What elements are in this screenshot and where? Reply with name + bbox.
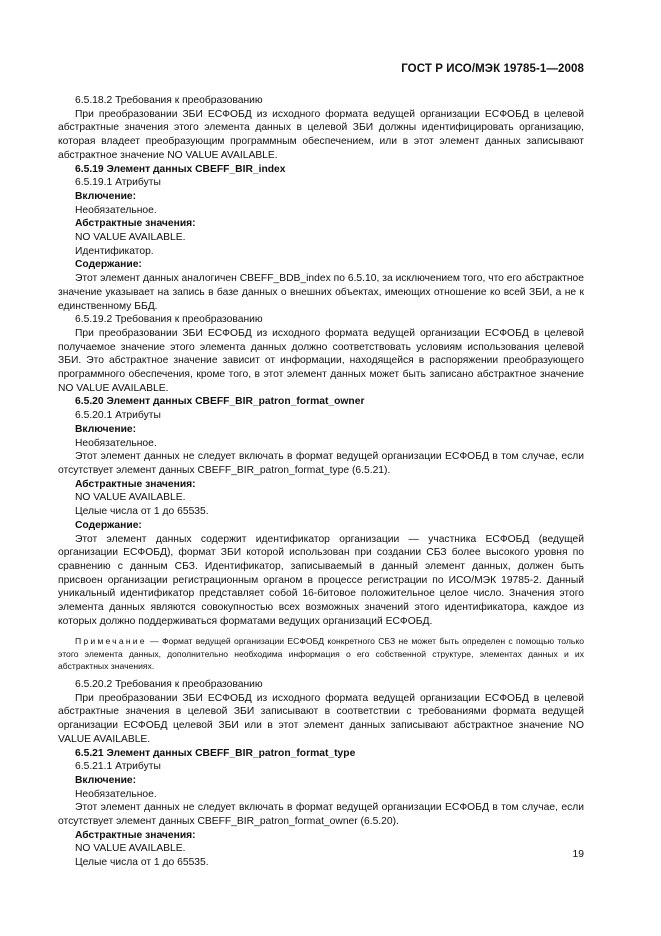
field-value: Необязательное. (75, 204, 157, 216)
document-header: ГОСТ Р ИСО/МЭК 19785-1—2008 (401, 63, 584, 75)
section-title: 6.5.19 Элемент данных CBEFF_BIR_index (75, 163, 286, 175)
section-title: 6.5.20 Элемент данных CBEFF_BIR_patron_format_owner (75, 396, 365, 408)
field-label: Абстрактные значения: (75, 829, 196, 841)
section-heading: 6.5.20.1 Атрибуты (75, 410, 161, 422)
body-paragraph: Этот элемент данных содержит идентификатор организации — участника ЕСФОБД (ведущей организации ЕСФОБД), формат ЗБИ которой использован при создании СБЗ более высокого уровня по сравнению с данным СБЗ. Идентификатор, записываемый в данный элемент данных, должен быть присвоен организации регистрационным органом в процессе регистрации по ИСО/МЭК 19785-2. Данный уникальный идентификатор представляет собой 16-битовое положительное целое число. Значения этого элемента данных являются совокупностью всех возможных значений этого идентификатора, каждое из которых должно поддерживаться форматами ведущих организаций ЕСФОБД. (58, 533, 584, 627)
field-value: Необязательное. (75, 788, 157, 800)
document-body (58, 94, 584, 870)
field-value: NO VALUE AVAILABLE. (75, 232, 186, 244)
note-text: — Формат ведущей организации ЕСФОБД конкретного СБЗ не может быть определен с помощью только этого элемента данных, дополнительно необходима информация о его собственной структуре, элементах данных и их абстрактных значениях. (58, 636, 584, 671)
section-title: 6.5.21 Элемент данных CBEFF_BIR_patron_format_type (75, 747, 356, 759)
field-value: NO VALUE AVAILABLE. (75, 843, 186, 855)
section-heading: 6.5.19.1 Атрибуты (75, 177, 161, 189)
body-paragraph: При преобразовании ЗБИ ЕСФОБД из исходного формата ведущей организации ЕСФОБД в целевой абстрактные значения этого элемента данных в целевой ЗБИ должны идентифицировать организацию, которая владеет преобразующим программным обеспечением, или в этот элемент данных записывают абстрактное значение NO VALUE AVAILABLE. (58, 108, 584, 161)
field-value: Целые числа от 1 до 65535. (75, 506, 209, 518)
field-value: NO VALUE AVAILABLE. (75, 492, 186, 504)
body-paragraph: Этот элемент данных аналогичен CBEFF_BDB_index по 6.5.10, за исключением того, что его абстрактное значение указывает на запись в базе данных о внешних объектах, имеющих отношение ко всей ЗБИ, а не к единственному ББД. (58, 273, 584, 312)
field-label: Содержание: (75, 259, 142, 271)
body-paragraph: Этот элемент данных не следует включать в формат ведущей организации ЕСФОБД в том случае, если отсутствует элемент данных CBEFF_BIR_patron_format_type (6.5.21). (58, 451, 584, 476)
field-label: Включение: (75, 190, 137, 202)
note-label: Примечание (75, 636, 147, 647)
section-heading: 6.5.18.2 Требования к преобразованию (75, 95, 263, 106)
section-heading: 6.5.21.1 Атрибуты (75, 761, 161, 773)
field-label: Абстрактные значения: (75, 218, 196, 230)
note-paragraph (58, 635, 584, 672)
field-label: Содержание: (75, 519, 142, 531)
field-label: Включение: (75, 423, 137, 435)
body-paragraph: При преобразовании ЗБИ ЕСФОБД из исходного формата ведущей организации ЕСФОБД в целевой получаемое значение этого элемента данных должно соответствовать условиям использования целевой ЗБИ. Это абстрактное значение зависит от информации, находящейся в распоряжении преобразующего программного обеспечения, кроме того, в этот элемент данных может быть записано абстрактное значение NO VALUE AVAILABLE. (58, 327, 584, 394)
field-value: Идентификатор. (75, 245, 154, 257)
field-label: Включение: (75, 774, 137, 786)
section-heading: 6.5.19.2 Требования к преобразованию (75, 314, 263, 326)
body-paragraph: При преобразовании ЗБИ ЕСФОБД из исходного формата ведущей организации ЕСФОБД в целевой абстрактные значения в целевой ЗБИ записывают в соответствии с требованиями формата ведущей организации ЕСФОБД целевой ЗБИ или в этот элемент данных записывают абстрактное значение NO VALUE AVAILABLE. (58, 692, 584, 745)
field-value: Целые числа от 1 до 65535. (75, 857, 209, 869)
field-label: Абстрактные значения: (75, 478, 196, 490)
page-number: 19 (572, 849, 584, 860)
field-value: Необязательное. (75, 437, 157, 449)
section-heading: 6.5.20.2 Требования к преобразованию (75, 679, 263, 691)
body-paragraph: Этот элемент данных не следует включать в формат ведущей организации ЕСФОБД в том случае, если отсутствует элемент данных CBEFF_BIR_patron_format_owner (6.5.20). (58, 802, 584, 828)
